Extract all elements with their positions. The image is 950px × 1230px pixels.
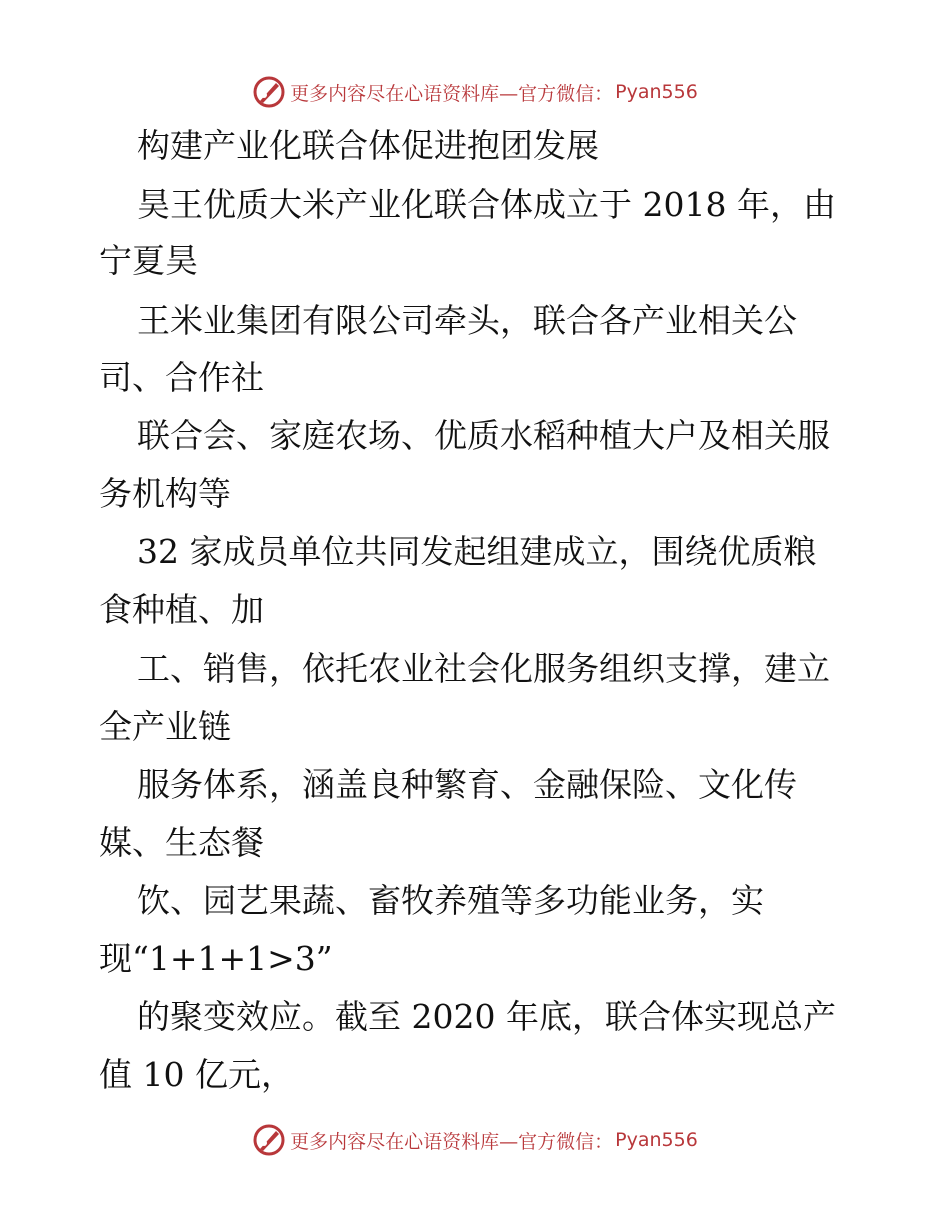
text-line: 昊王优质大米产业化联合体成立于 2018 年，由 <box>137 185 836 224</box>
text-line: 务机构等 <box>99 474 231 513</box>
text-line: 现“1+1+1>3” <box>99 939 333 978</box>
banner-text: 更多内容尽在心语资料库—官方微信： <box>290 1130 614 1153</box>
text-line: 媒、生态餐 <box>99 823 264 862</box>
header-banner <box>0 72 950 112</box>
banner-text: 更多内容尽在心语资料库—官方微信： <box>290 82 614 105</box>
text-line: 值 10 亿元， <box>99 1055 294 1094</box>
banner-wechat-id: Pyan556 <box>615 81 698 103</box>
text-line: 司、合作社 <box>99 358 264 397</box>
footer-banner <box>0 1120 950 1160</box>
text-line: 32 家成员单位共同发起组建成立，围绕优质粮 <box>137 532 817 571</box>
text-line: 工、销售，依托农业社会化服务组织支撑，建立 <box>137 649 830 688</box>
text-line: 全产业链 <box>99 707 231 746</box>
text-line: 联合会、家庭农场、优质水稻种植大户及相关服 <box>137 416 830 455</box>
text-line: 宁夏昊 <box>99 241 198 280</box>
text-line: 王米业集团有限公司牵头，联合各产业相关公 <box>137 301 797 340</box>
banner-wechat-id: Pyan556 <box>615 1129 698 1151</box>
text-line: 饮、园艺果蔬、畜牧养殖等多功能业务，实 <box>137 881 764 920</box>
document-heading: 构建产业化联合体促进抱团发展 <box>137 126 599 165</box>
quill-logo-icon <box>252 75 286 109</box>
quill-logo-icon <box>252 1123 286 1157</box>
text-line: 的聚变效应。截至 2020 年底，联合体实现总产 <box>137 997 836 1036</box>
text-line: 食种植、加 <box>99 590 264 629</box>
text-line: 服务体系，涵盖良种繁育、金融保险、文化传 <box>137 765 797 804</box>
